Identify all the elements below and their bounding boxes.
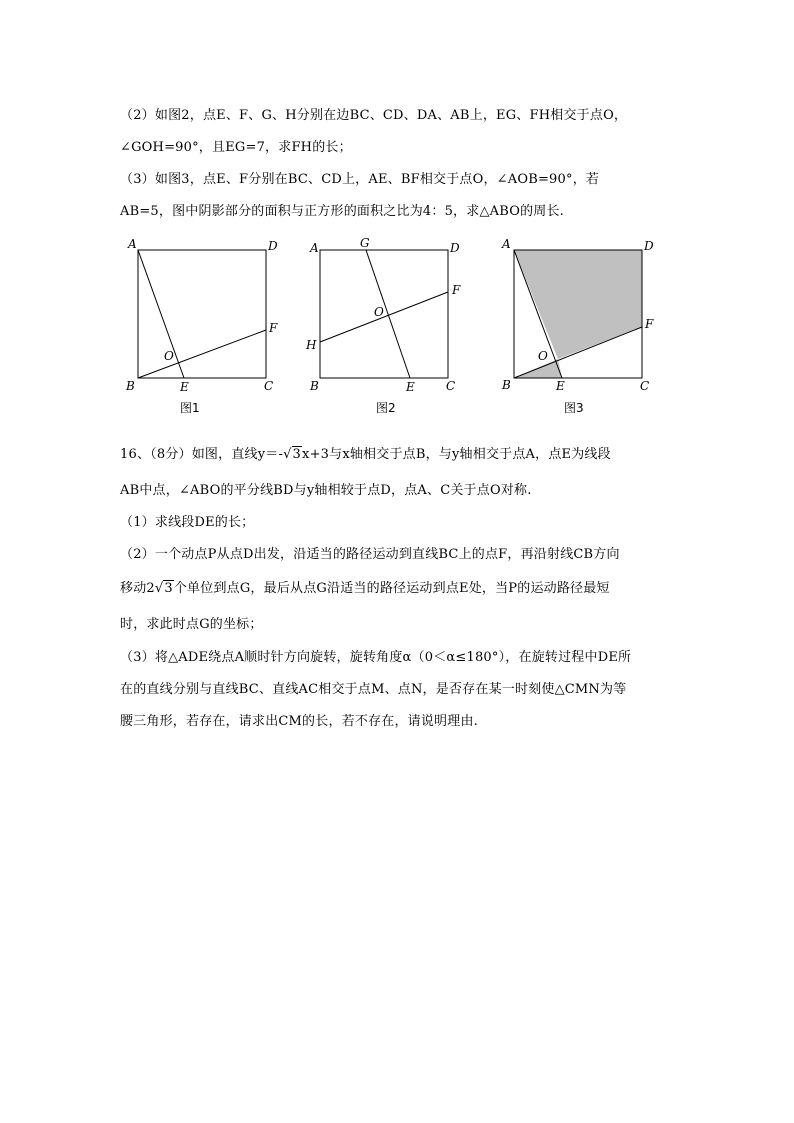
fig1-caption: 图1 xyxy=(180,401,200,415)
fig3-label-a: A xyxy=(502,237,511,251)
fig1-label-e: E xyxy=(180,380,189,394)
text-line-7: （1）求线段DE的长； xyxy=(120,515,255,530)
sqrt-radicand: 3 xyxy=(292,447,302,462)
fig1-label-o: O xyxy=(164,349,174,363)
text-line-13: 腰三角形，若存在，请求出CM的长，若不存在，请说明理由. xyxy=(120,714,478,729)
fig1-label-f: F xyxy=(269,321,278,335)
text-line-9 xyxy=(120,577,610,596)
fig1-label-d: D xyxy=(268,239,278,253)
figure-2 xyxy=(300,232,490,422)
text-line-6: AB中点，∠ABO的平分线BD与y轴相较于点D，点A、C关于点O对称. xyxy=(120,483,532,498)
figure-3 xyxy=(494,232,684,422)
fig2-label-g: G xyxy=(360,236,370,250)
text-line-12: 在的直线分别与直线BC、直线AC相交于点M、点N，是否存在某一时刻使△CMN为等 xyxy=(120,682,627,697)
fig3-caption: 图3 xyxy=(564,401,584,415)
q16-line-1 xyxy=(120,443,611,462)
text-line-10: 时，求此时点G的坐标； xyxy=(120,617,263,632)
fig2-label-c: C xyxy=(446,379,456,393)
fig2-label-h: H xyxy=(306,338,317,352)
fig2-label-f: F xyxy=(452,283,461,297)
l9-text-a: 移动2 xyxy=(120,581,155,596)
text-line-2: ∠GOH=90°，且EG=7，求FH的长； xyxy=(120,140,352,155)
fig3-label-d: D xyxy=(644,239,654,253)
sqrt-symbol: √3 xyxy=(283,447,302,462)
fig2-label-d: D xyxy=(450,241,460,255)
q16-text-b: x+3与x轴相交于点B，与y轴相交于点A，点E为线段 xyxy=(302,447,611,462)
fig2-label-e: E xyxy=(406,380,415,394)
fig2-caption: 图2 xyxy=(376,401,396,415)
l9-text-b: 个单位到点G，最后从点G沿适当的路径运动到点E处，当P的运动路径最短 xyxy=(173,581,610,596)
fig3-label-c: C xyxy=(640,379,650,393)
fig3-label-e: E xyxy=(556,379,565,393)
fig1-label-c: C xyxy=(264,379,274,393)
fig2-label-b: B xyxy=(310,379,319,393)
text-line-11: （3）将△ADE绕点A顺时针方向旋转，旋转角度α（0＜α≤180°），在旋转过程中DE所 xyxy=(120,650,632,665)
fig2-label-o: O xyxy=(374,305,384,319)
fig3-label-o: O xyxy=(538,349,548,363)
fig1-label-a: A xyxy=(128,237,137,251)
fig3-label-b: B xyxy=(502,378,511,392)
text-line-1: （2）如图2，点E、F、G、H分别在边BC、CD、DA、AB上，EG、FH相交于点O， xyxy=(120,108,628,123)
fig3-shaded-quadrilateral xyxy=(514,250,642,359)
fig1-label-b: B xyxy=(126,379,135,393)
text-line-8: （2）一个动点P从点D出发，沿适当的路径运动到直线BC上的点F，再沿射线CB方向 xyxy=(120,547,620,562)
fig3-label-f: F xyxy=(645,317,654,331)
figures-row xyxy=(118,232,678,422)
fig2-label-a: A xyxy=(310,241,319,255)
figure-1 xyxy=(118,232,298,422)
q16-text-a: 16、（8分）如图，直线y＝- xyxy=(120,447,284,462)
sqrt-symbol-2: √3 xyxy=(154,581,173,596)
text-line-3: （3）如图3，点E、F分别在BC、CD上，AE、BF相交于点O，∠AOB=90°，若 xyxy=(120,172,600,187)
text-line-4: AB=5，图中阴影部分的面积与正方形的面积之比为4：5，求△ABO的周长. xyxy=(120,204,565,219)
sqrt-radicand-2: 3 xyxy=(164,581,173,596)
